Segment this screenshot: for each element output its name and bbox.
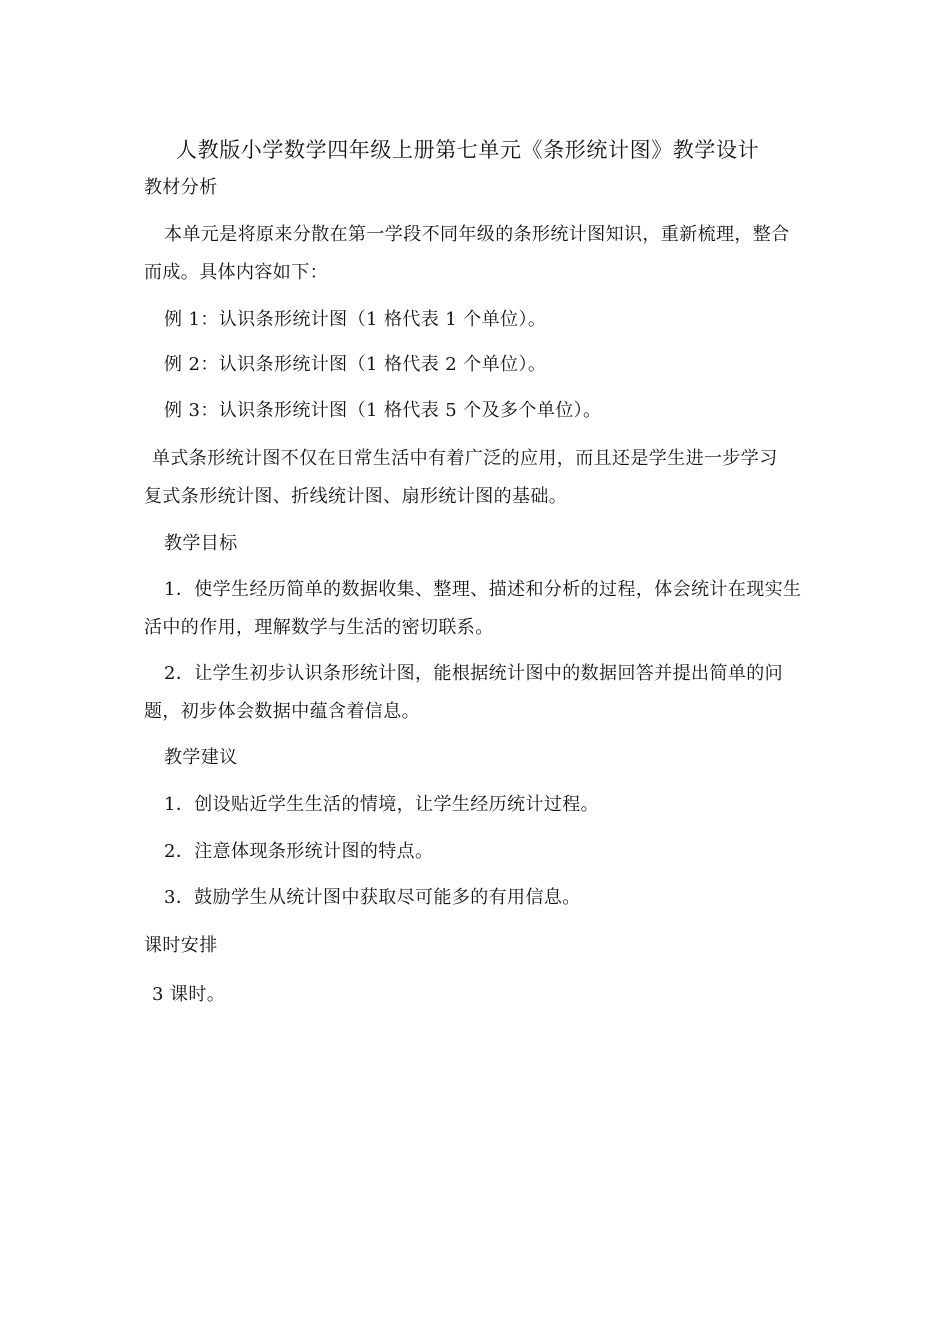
goal-1-line-1: 1．使学生经历简单的数据收集、整理、描述和分析的过程，体会统计在现实生 (164, 579, 802, 600)
example-item: 例 3：认识条形统计图（1 格代表 5 个及多个单位）。 (164, 400, 602, 421)
example-item: 例 1：认识条形统计图（1 格代表 1 个单位）。 (164, 309, 547, 330)
example-item: 例 2：认识条形统计图（1 格代表 2 个单位）。 (164, 354, 547, 375)
goal-1-line-2: 活中的作用，理解数学与生活的密切联系。 (144, 617, 494, 638)
section-heading-suggestions: 教学建议 (164, 747, 238, 768)
section-heading-goals: 教学目标 (164, 533, 238, 554)
suggestion-item: 1．创设贴近学生生活的情境，让学生经历统计过程。 (164, 794, 600, 815)
goal-2-line-2: 题，初步体会数据中蕴含着信息。 (144, 701, 420, 722)
suggestion-item: 3．鼓励学生从统计图中获取尽可能多的有用信息。 (164, 887, 581, 908)
summary-paragraph-line-2: 复式条形统计图、折线统计图、扇形统计图的基础。 (144, 486, 568, 507)
section-heading-schedule: 课时安排 (144, 935, 218, 956)
schedule-text: 3 课时。 (152, 984, 226, 1005)
summary-paragraph-line-1: 单式条形统计图不仅在日常生活中有着广泛的应用，而且还是学生进一步学习 (152, 448, 778, 469)
section-heading-material: 教材分析 (144, 177, 218, 198)
goal-2-line-1: 2．让学生初步认识条形统计图，能根据统计图中的数据回答并提出简单的问 (164, 663, 784, 684)
intro-paragraph-line-2: 而成。具体内容如下： (144, 262, 328, 283)
page-title: 人教版小学数学四年级上册第七单元《条形统计图》教学设计 (176, 138, 760, 162)
intro-paragraph-line-1: 本单元是将原来分散在第一学段不同年级的条形统计图知识，重新梳理，整合 (164, 224, 790, 245)
suggestion-item: 2．注意体现条形统计图的特点。 (164, 841, 434, 862)
